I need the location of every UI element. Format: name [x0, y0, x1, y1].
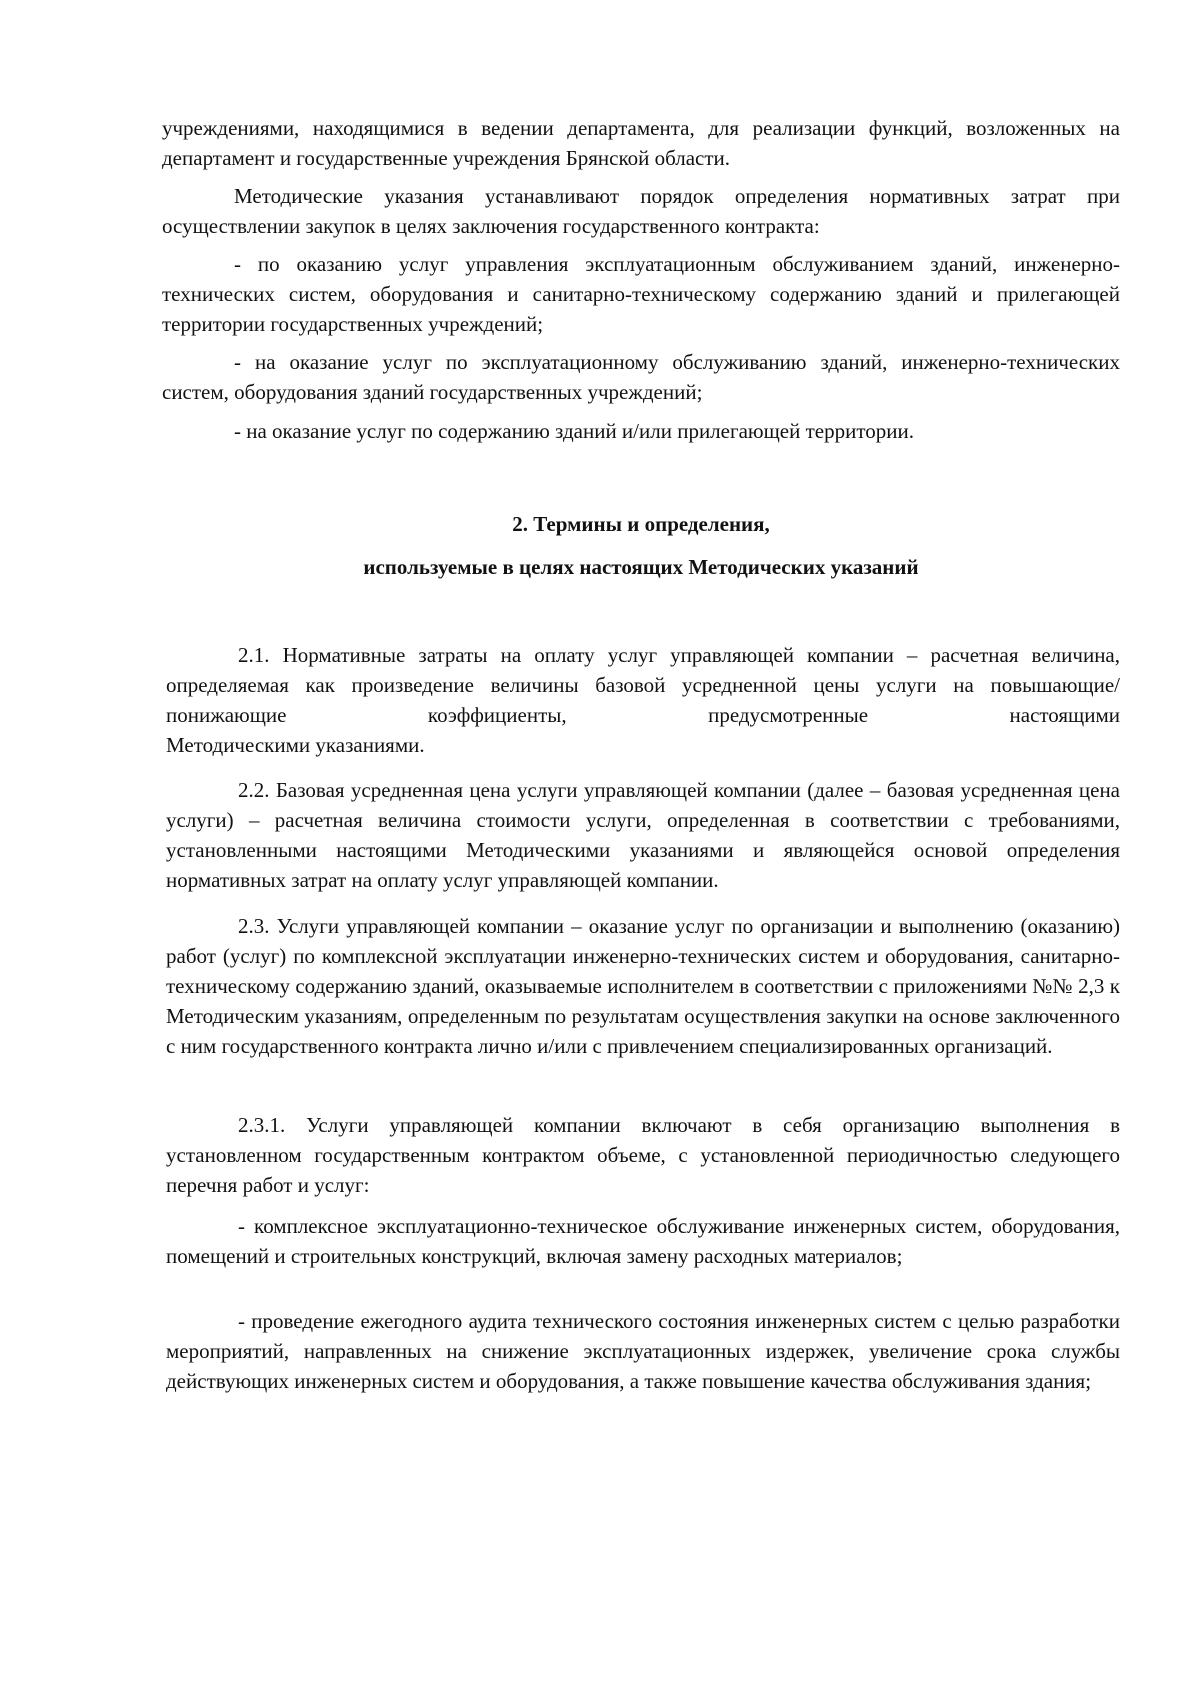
section-title-line-1: 2. Термины и определения, — [512, 512, 770, 536]
service-item-1: - комплексное эксплуатационно-техническое обслуживание инженерных систем, оборудования, помещений и строительных конструкций, включая замену расходных материалов; — [166, 1214, 1120, 1268]
clause-2-1-paragraph: 2.1. Нормативные затраты на оплату услуг управляющей компании – расчетная величина, определяемая как произведение величины базовой усредненной цены услуги на повышающие/понижающие коэффициенты, предусмотренные настоящими — [166, 643, 1120, 727]
scope-item-2: - на оказание услуг по эксплуатационному обслуживанию зданий, инженерно-технических систем, оборудования зданий государственных учреждений; — [162, 350, 1120, 404]
clause-2-3-1-paragraph: 2.3.1. Услуги управляющей компании включают в себя организацию выполнения в установленном государственным контрактом объеме, с установленной периодичностью следующего перечня работ и услуг: — [166, 1113, 1120, 1197]
clause-2-1-paragraph-end: Методическими указаниями. — [166, 733, 425, 757]
scope-item-3: - на оказание услуг по содержанию зданий и/или прилегающей территории. — [234, 419, 914, 443]
intro-scope-paragraph: Методические указания устанавливают порядок определения нормативных затрат при осуществлении закупок в целях заключения государственного контракта: — [162, 184, 1120, 238]
scope-item-1: - по оказанию услуг управления эксплуатационным обслуживанием зданий, инженерно-технических систем, оборудования и санитарно-техническому содержанию зданий и прилегающей территории государственных учреждений; — [162, 252, 1120, 336]
service-item-2: - проведение ежегодного аудита технического состояния инженерных систем с целью разработки мероприятий, направленных на снижение эксплуатационных издержек, увеличение срока службы действующих инженерных систем и оборудования, а также повышение качества обслуживания здания; — [166, 1309, 1120, 1393]
clause-2-3-paragraph: 2.3. Услуги управляющей компании – оказание услуг по организации и выполнению (оказанию) работ (услуг) по комплексной эксплуатации инженерно-технических систем и оборудования, санитарно-техническому содержанию зданий, оказываемые исполнителем в соответствии с приложениями №№ 2,3 к Методическим указаниям, определенным по результатам осуществления закупки на основе заключенного с ним государственного контракта лично и/или с привлечением специализированных организаций. — [166, 914, 1120, 1058]
section-title-line-2: используемые в целях настоящих Методических указаний — [363, 555, 919, 579]
clause-2-2-paragraph: 2.2. Базовая усредненная цена услуги управляющей компании (далее – базовая усредненная цена услуги) – расчетная величина стоимости услуги, определенная в соответствии с требованиями, установленными настоящими Методическими указаниями и являющейся основой определения нормативных затрат на оплату услуг управляющей компании. — [166, 778, 1120, 892]
intro-continuation-paragraph: учреждениями, находящимися в ведении департамента, для реализации функций, возложенных на департамент и государственные учреждения Брянской области. — [162, 116, 1120, 170]
